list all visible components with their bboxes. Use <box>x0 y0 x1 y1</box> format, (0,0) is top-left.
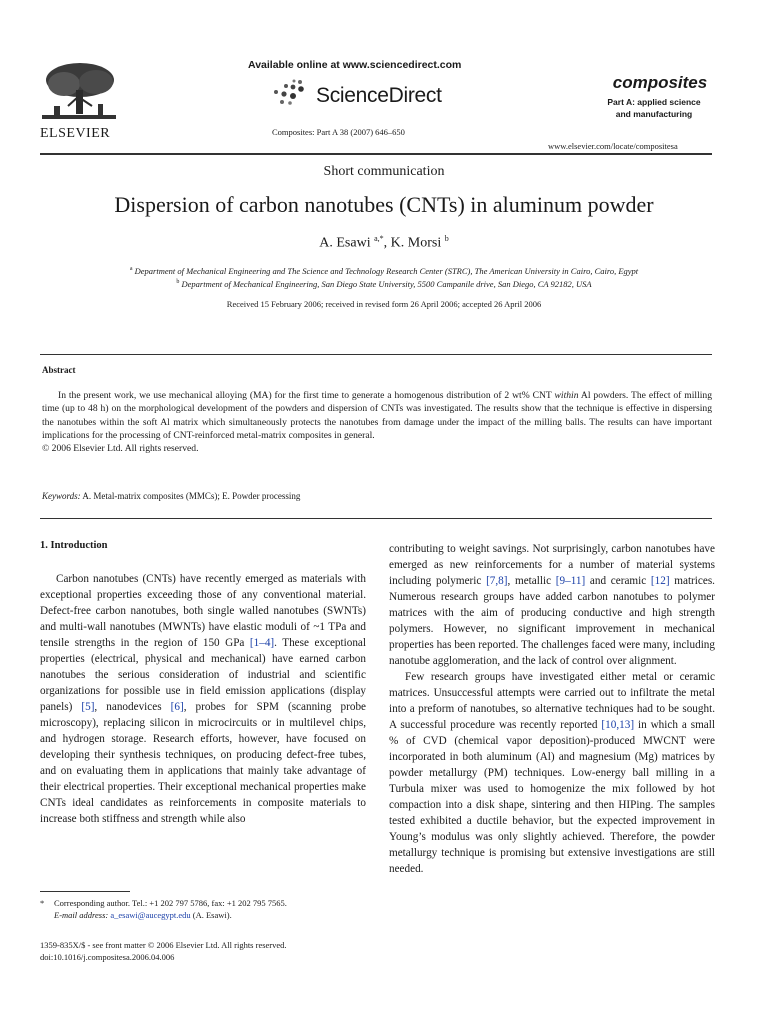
citation-link[interactable]: [6] <box>170 701 184 713</box>
body-text: , probes for SPM (scanning probe microscopy), replacing silicon in microcircuits or in multilevel chips, and hydrogen storage. Research efforts, however, have focused on developing their synthesis techniques, on producing defect-free tubes, and on evaluating them in applications that mainly take advantage of their electrical properties. Their exceptional mechanical properties make CNTs ideal candidates as reinforcements in composite materials to increase both stiffness and strength while also <box>40 701 367 825</box>
body-text: . These exceptional properties (electrical, physical and mechanical) have earned carbon nanotubes the serious consideration of industrial and scientific organizations for possible use in field emission applications (display panels) <box>40 637 367 713</box>
journal-url-link[interactable]: www.elsevier.com/locate/compositesa <box>548 141 678 151</box>
keywords-text: A. Metal-matrix composites (MMCs); E. Powder processing <box>80 491 301 501</box>
issn-line: 1359-835X/$ - see front matter © 2006 Elsevier Ltd. All rights reserved. <box>40 940 287 950</box>
keywords <box>42 491 300 501</box>
abstract-copyright: © 2006 Elsevier Ltd. All rights reserved. <box>42 443 199 455</box>
email-label: E-mail address: <box>54 910 109 920</box>
author-affiliation-mark[interactable]: b <box>444 234 449 243</box>
citation-link[interactable]: [7,8] <box>486 575 508 587</box>
intro-paragraph <box>389 669 715 877</box>
body-text: Few research groups have investigated either metal or ceramic matrices. Unsuccessful attempts were carried out to infiltrate the metal into a preform of nanotubes, so alternative techniques had to be sought. A successful procedure was recently reported <box>389 671 715 731</box>
author-affiliation-mark[interactable]: a,* <box>374 234 384 243</box>
abstract-emphasis: within <box>554 390 579 401</box>
abstract-text: Al powders. The effect of milling time (up to 48 h) on the morphological development of the powders and dispersion of CNTs was investigated. The results show that the technique is effective in dispersing the nanotubes within the soft Al matrix which simultaneously protects the nanotubes from damage under the impact of the milling balls. The results can have important implications for the processing of CNT-reinforced metal-matrix composites in general. <box>42 390 712 441</box>
body-text: in which a small % of CVD (chemical vapor deposition)-produced MWCNT were incorporated in both aluminum (Al) and magnesium (Mg) matrices by powder metallurgy (PM) techniques. Low-energy ball milling in a Turbula mixer was used to homogenize the mix followed by hot compaction into a disk shape, sintering and then HIPing. The samples tested exhibited a ductile behavior, but the expected improvement in Young’s modulus was only slightly achieved. Therefore, the powder metallurgy technique is promising but extensive investigations are still needed. <box>389 719 715 875</box>
author-name: A. Esawi <box>319 235 371 251</box>
body-text: matrices. Numerous research groups have added carbon nanotubes to polymer matrices with the aim of producing conductive and high strength polymers. However, no significant improvement in mechanical properties has been reported. The challenges faced were many, including nanotube agglomeration, and the lack of control over alignment. <box>389 575 715 667</box>
abstract-bottom-divider <box>40 518 712 519</box>
affiliation-a <box>0 266 768 276</box>
journal-brand-subtitle-line-2: and manufacturing <box>615 109 693 119</box>
abstract-paragraph <box>42 389 712 442</box>
doi-link[interactable]: doi:10.1016/j.compositesa.2006.04.006 <box>40 952 175 962</box>
abstract-heading: Abstract <box>42 365 76 375</box>
intro-paragraph <box>40 571 366 827</box>
abstract-top-divider <box>40 354 712 355</box>
author-separator: , <box>383 235 391 251</box>
article-dates: Received 15 February 2006; received in revised form 26 April 2006; accepted 26 April 2006 <box>226 299 542 309</box>
author-list <box>0 234 768 252</box>
journal-brand: composites <box>612 73 708 92</box>
publisher-name: ELSEVIER <box>40 126 111 141</box>
intro-paragraph-continued <box>389 541 715 669</box>
elsevier-tree-logo <box>40 60 118 122</box>
article-type: Short communication <box>323 164 445 179</box>
body-text: Carbon nanotubes (CNTs) have recently emerged as materials with exceptional properties exceeding those of any conventional material. Defect-free carbon nanotubes, both single walled nanotubes (SWNTs) and multi-wall nanotubes (MWNTs) have elastic moduli of ~1 TPa and tensile strengths in the region of 150 GPa <box>40 573 366 649</box>
journal-brand-subtitle-line-1: Part A: applied science <box>607 97 701 107</box>
footnote-divider <box>40 891 130 892</box>
affiliation-mark: b <box>176 279 180 286</box>
citation-link[interactable]: [12] <box>650 575 670 587</box>
footnote-mark: * <box>40 898 45 908</box>
affiliation-b <box>0 279 768 289</box>
affiliation-mark: a <box>129 266 133 273</box>
body-text: contributing to weight savings. Not surprisingly, carbon nanotubes have emerged as new reinforcements for a number of material systems including polymeric <box>389 543 715 587</box>
email-suffix: (A. Esawi). <box>190 910 232 920</box>
body-text: , metallic <box>507 575 556 587</box>
citation-link[interactable]: [10,13] <box>601 719 635 731</box>
right-column <box>389 541 715 877</box>
footnote-contact: Corresponding author. Tel.: +1 202 797 5786, fax: +1 202 795 7565. <box>54 898 287 908</box>
affiliation-text: Department of Mechanical Engineering, San Diego State University, 5500 Campanile drive, San Diego, CA 92182, USA <box>181 279 592 289</box>
citation-link[interactable]: [9–11] <box>555 575 586 587</box>
section-heading-introduction: 1. Introduction <box>40 540 108 551</box>
header-divider <box>40 153 712 155</box>
affiliation-text: Department of Mechanical Engineering and The Science and Technology Research Center (STRC), The American University in Cairo, Cairo, Egypt <box>134 266 639 276</box>
abstract-text: In the present work, we use mechanical alloying (MA) for the first time to generate a homogenous distribution of 2 wt% CNT <box>58 390 555 401</box>
corresponding-author-footnote <box>40 897 370 921</box>
available-online-text: Available online at www.sciencedirect.com <box>248 59 462 71</box>
citation-link[interactable]: [5] <box>81 701 95 713</box>
author-name: K. Morsi <box>390 235 442 251</box>
footnote-email-line <box>54 909 370 921</box>
sciencedirect-logo-text: ScienceDirect <box>316 84 442 107</box>
article-title: Dispersion of carbon nanotubes (CNTs) in aluminum powder <box>114 192 654 217</box>
left-column <box>40 571 366 827</box>
body-text: and ceramic <box>585 575 651 587</box>
email-link[interactable]: a_esawi@aucegypt.edu <box>108 910 191 920</box>
sciencedirect-dots-icon <box>268 78 310 106</box>
body-text: , nanodevices <box>94 701 171 713</box>
citation-link[interactable]: [1–4] <box>249 637 275 649</box>
publication-footer <box>40 939 287 963</box>
abstract-body <box>42 389 712 455</box>
journal-citation: Composites: Part A 38 (2007) 646–650 <box>272 127 405 137</box>
journal-brand-subtitle <box>592 96 716 120</box>
keywords-label: Keywords: <box>42 491 81 501</box>
